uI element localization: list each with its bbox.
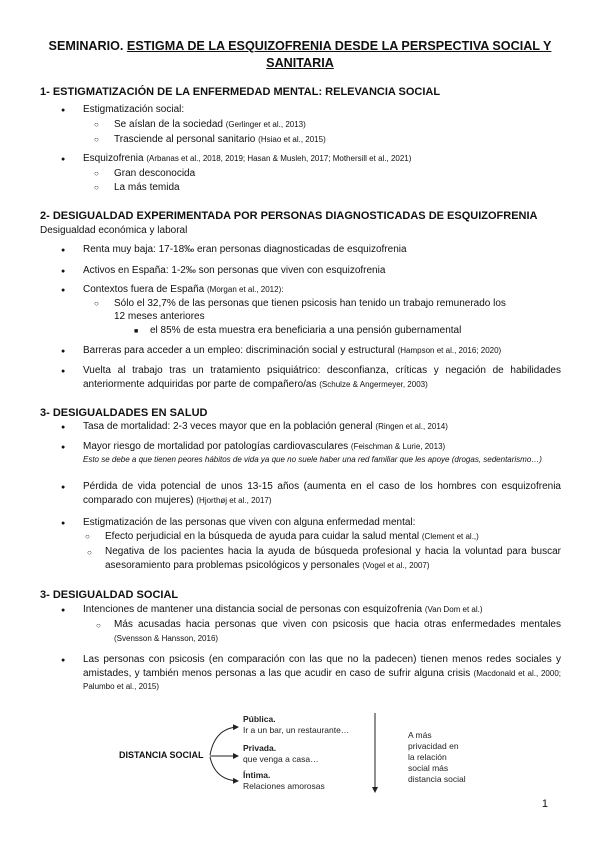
section-4-heading: 3- DESIGUALDAD SOCIAL (40, 589, 179, 601)
s2-b5-text: Vuelta al trabajo tras un tratamiento psiquiátrico: desconfianza, críticas y negación de habilidades anteriormente adquiridas por parte de compañero/as (83, 365, 561, 390)
title-main: ESTIGMA DE LA ESQUIZOFRENIA DESDE LA PERSPECTIVA SOCIAL Y SANITARIA (126, 39, 552, 70)
s3-b4-sub2-text: Negativa de los pacientes hacia la ayuda de búsqueda profesional y hacia la voluntad para buscar asesoramiento para problemas psicológicos y personales (105, 546, 561, 571)
citation: (Svensson & Hansson, 2016) (114, 633, 219, 643)
diagram-note-line-5: distancia social (408, 774, 466, 784)
citation: (Hampson et al., 2016; 2020) (397, 346, 502, 355)
diagram-note-line-2: privacidad en (408, 741, 459, 751)
citation: (Feischman & Lurie, 2013) (350, 442, 446, 451)
title-prefix: SEMINARIO. (48, 39, 124, 53)
s1-bullet-1-text: Estigmatización social: (83, 104, 185, 115)
s3-b4-sub1-text: Efecto perjudicial en la búsqueda de ayuda para cuidar la salud mental (105, 531, 420, 542)
s1-b2-sub2-text: La más temida (114, 182, 180, 193)
s4-b1-text: Intenciones de mantener una distancia social de personas con esquizofrenia (83, 604, 423, 615)
sub-bullet-circle: ○ (87, 548, 92, 557)
diagram-privada-title: Privada. (243, 743, 277, 753)
bullet-dot: ● (61, 657, 66, 664)
s1-b1-sub1-text: Se aíslan de la sociedad (114, 119, 223, 130)
citation: (Clement et al.,) (421, 532, 479, 541)
citation: (Hjorthøj et al., 2017) (196, 495, 272, 505)
bullet-dot: ● (61, 368, 66, 375)
diagram-note-line-3: la relación (408, 752, 447, 762)
s3-b3-text: Pérdida de vida potencial de unos 13-15 años (aumenta en el caso de los hombres con esquizofrenia comparado con mujeres) (83, 481, 561, 506)
s1-b2-sub1-text: Gran desconocida (114, 168, 196, 179)
diagram-intima-title: Íntima. (243, 770, 271, 780)
diagram-publica-text: Ir a un bar, un restaurante… (243, 725, 350, 735)
section-1-heading: 1- ESTIGMATIZACIÓN DE LA ENFERMEDAD MENTAL: RELEVANCIA SOCIAL (40, 86, 441, 98)
s2-b3-subsub-text: el 85% de esta muestra era beneficiaria a una pensión gubernamental (150, 325, 462, 336)
diagram-note-line-4: social más (408, 763, 449, 773)
s2-intro: Desigualdad económica y laboral (40, 225, 188, 236)
arrow-to-intima (210, 757, 238, 781)
diagram-publica-title: Pública. (243, 714, 276, 724)
s3-b2-text: Mayor riesgo de mortalidad por patologías cardiovasculares (83, 441, 349, 452)
citation: (Van Dom et al.) (424, 605, 483, 614)
citation: (Schulze & Angermeyer, 2003) (319, 379, 428, 389)
s3-bullet-2-note: Esto se debe a que tienen peores hábitos de vida ya que no suele haber una red familiar que les apoye (drogas, sedentarismo…) (83, 455, 542, 464)
arrow-to-publica (210, 727, 238, 755)
diagram-privada-text: que venga a casa… (243, 754, 319, 764)
citation: (Arbanas et al., 2018, 2019; Hasan & Musleh, 2017; Mothersill et al., 2021) (146, 154, 412, 163)
s2-b3-sub1-line1: Sólo el 32,7% de las personas que tienen psicosis han tenido un trabajo remunerado los (114, 298, 506, 309)
citation: (Ringen et al., 2014) (375, 422, 448, 431)
s4-b2-text: Las personas con psicosis (en comparación con las que no la padecen) tienen menos redes sociales y amistades, y también menos personas a las que acudir en caso de sufrir alguna crisis (83, 654, 561, 679)
s2-b3-text: Contextos fuera de España (83, 284, 205, 295)
s1-b2-text: Esquizofrenia (83, 153, 144, 164)
diagram-center-label: DISTANCIA SOCIAL (119, 750, 204, 760)
s3-b4-text: Estigmatización de las personas que viven con alguna enfermedad mental: (83, 517, 416, 528)
s2-bullet-3-sub-1-cont: 12 meses anteriores (114, 311, 205, 322)
s1-b1-sub2-text: Trasciende al personal sanitario (114, 134, 256, 145)
section-2-heading: 2- DESIGUALDAD EXPERIMENTADA POR PERSONAS DIAGNOSTICADAS DE ESQUIZOFRENIA (40, 210, 538, 222)
page-number: 1 (541, 798, 548, 810)
sub-bullet-circle: ○ (96, 621, 101, 630)
s2-b2-text: Activos en España: 1-2‰ son personas que viven con esquizofrenia (83, 265, 386, 276)
citation: (Macdonald et al., 2000; Palumbo et al., 2015) (83, 668, 562, 691)
citation: (Vogel et al., 2007) (362, 560, 430, 570)
citation: (Gerlinger et al., 2013) (225, 120, 306, 129)
diagram-note-line-1: A más (408, 730, 432, 740)
citation: (Hsiao et al., 2015) (258, 135, 326, 144)
s4-b1-sub1-text: Más acusadas hacia personas que viven con psicosis que hacia otras enfermedades mentales (114, 619, 561, 630)
section-3-heading: 3- DESIGUALDADES EN SALUD (40, 407, 208, 419)
s2-b1-text: Renta muy baja: 17-18‰ eran personas diagnosticadas de esquizofrenia (83, 244, 407, 255)
s3-b1-text: Tasa de mortalidad: 2-3 veces mayor que en la población general (83, 421, 373, 432)
diagram-intima-text: Relaciones amorosas (243, 781, 325, 791)
citation: (Morgan et al., 2012): (206, 285, 284, 294)
s2-b4-text: Barreras para acceder a un empleo: discriminación social y estructural (83, 345, 395, 356)
bullet-dot: ● (61, 484, 66, 491)
